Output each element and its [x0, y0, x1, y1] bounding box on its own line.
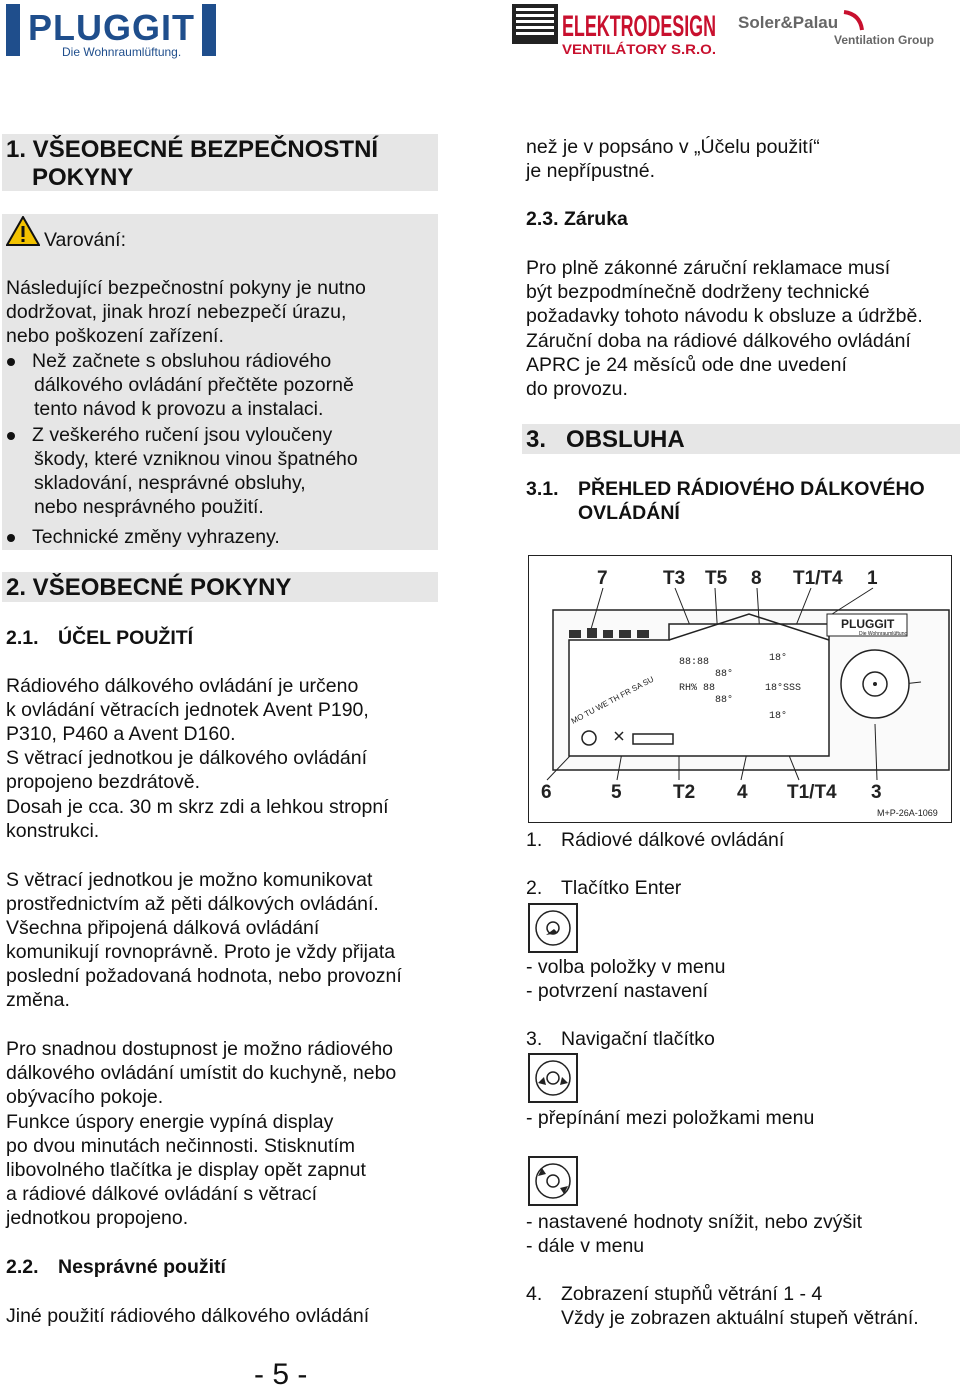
- paragraph-line: k ovládání větracích jednotek Avent P190,: [6, 699, 369, 721]
- figure-label: T5: [705, 568, 728, 589]
- paragraph-line: libovolného tlačítka je display opět zapnut: [6, 1159, 366, 1181]
- paragraph-line: Funkce úspory energie vypíná display: [6, 1111, 334, 1133]
- bullet-marker: [7, 358, 15, 366]
- remote-overview-figure: [528, 555, 952, 823]
- paragraph-line: Jiné použití rádiového dálkového ovládání: [6, 1305, 370, 1327]
- bullet2-line: Z veškerého ručení jsou vyloučeny: [32, 424, 333, 446]
- bullet-marker: [7, 432, 15, 440]
- display-value: 18°: [769, 653, 788, 664]
- display-value: 18°: [769, 711, 788, 722]
- paragraph-line: obývacího pokoje.: [6, 1086, 164, 1108]
- paragraph-line: Dosah je cca. 30 m skrz zdi a lehkou stropní: [6, 796, 389, 818]
- display-value: 18°SSS: [765, 683, 802, 694]
- display-value: 88:88: [679, 657, 710, 668]
- item-number: 2.: [526, 877, 543, 899]
- paragraph-line: být bezpodmínečně dodrženy technické: [526, 281, 870, 303]
- warning-label: Varování:: [44, 229, 127, 251]
- figure-brand-sub: Die Wohnraumlüftung: [859, 631, 908, 637]
- section31-number: 3.1.: [526, 478, 559, 500]
- paragraph-line: Rádiového dálkového ovládání je určeno: [6, 675, 359, 697]
- paragraph-line: jednotkou propojeno.: [6, 1207, 189, 1229]
- section22-title: Nesprávné použití: [58, 1256, 226, 1278]
- figure-label: 5: [611, 782, 622, 803]
- svg-text:Die Wohnraumlüftung.: Die Wohnraumlüftung.: [62, 45, 182, 59]
- paragraph-line: propojeno bezdrátově.: [6, 771, 201, 793]
- figure-brand: PLUGGIT: [841, 617, 895, 631]
- bullet1-line: Než začnete s obsluhou rádiového: [32, 350, 332, 372]
- paragraph-line: S větrací jednotkou je dálkového ovládání: [6, 747, 367, 769]
- enter-desc-line: - volba položky v menu: [526, 956, 726, 978]
- paragraph-line: změna.: [6, 989, 70, 1011]
- paragraph-line: po dvou minutách nečinnosti. Stisknutím: [6, 1135, 356, 1157]
- figure-label: 8: [751, 568, 762, 589]
- paragraph-line: prostřednictvím až pěti dálkových ovládání.: [6, 893, 379, 915]
- svg-text:Soler&Palau: Soler&Palau: [738, 13, 839, 32]
- arrows-desc-line: - nastavené hodnoty snížit, nebo zvýšit: [526, 1211, 863, 1233]
- figure-label: 1: [867, 568, 878, 589]
- section1-title: [6, 136, 378, 192]
- paragraph-line: než je v popsáno v „Účelu použití“: [526, 136, 820, 158]
- figure-label: T1/T4: [787, 782, 837, 803]
- display-value: 88°: [715, 695, 734, 706]
- section23-title: 2.3. Záruka: [526, 208, 628, 230]
- warning-line: dodržovat, jinak hrozí nebezpečí úrazu,: [6, 301, 347, 323]
- paragraph-line: poslední požadovaná hodnota, nebo provozní: [6, 965, 402, 987]
- paragraph-line: konstrukci.: [6, 820, 100, 842]
- arrows-button-icon: [528, 1156, 578, 1206]
- figure-label: 4: [737, 782, 748, 803]
- svg-text:PLUGGIT: PLUGGIT: [28, 7, 195, 48]
- svg-text:Ventilation Group: Ventilation Group: [834, 33, 935, 47]
- paragraph-line: do provozu.: [526, 378, 628, 400]
- paragraph-line: Pro snadnou dostupnost je možno rádiového: [6, 1038, 394, 1060]
- section3-title: 3. OBSLUHA: [526, 426, 685, 453]
- solerpalau-logo: [736, 8, 942, 52]
- item-number: 4.: [526, 1283, 543, 1305]
- figure-label: T2: [673, 782, 696, 803]
- paragraph-line: je nepřípustné.: [526, 160, 656, 182]
- item-number: 3.: [526, 1028, 543, 1050]
- paragraph-line: P310, P460 a Avent D160.: [6, 723, 236, 745]
- nav-desc: - přepínání mezi položkami menu: [526, 1107, 815, 1129]
- bullet1-line: tento návod k provozu a instalaci.: [34, 398, 324, 420]
- warning-line: nebo poškození zařízení.: [6, 325, 224, 347]
- bullet2-line: skladování, nesprávné obsluhy,: [34, 472, 306, 494]
- display-value: 88°: [715, 669, 734, 680]
- bullet2-line: škody, které vzniknou vinou špatného: [34, 448, 358, 470]
- section1-title-line2: POKYNY: [32, 164, 134, 191]
- item-number: 1.: [526, 829, 543, 851]
- figure-label: 6: [541, 782, 552, 803]
- svg-text:VENTILÁTORY S.R.O.: VENTILÁTORY S.R.O.: [562, 41, 716, 57]
- display-value: RH% 88: [679, 683, 716, 694]
- elektrodesign-logo: [512, 2, 720, 58]
- enter-button-icon: [528, 903, 578, 953]
- section21-number: 2.1.: [6, 627, 39, 649]
- paragraph-line: a rádiové dálkové ovládání s větrací: [6, 1183, 318, 1205]
- figure-label: 7: [597, 568, 608, 589]
- section21-title: ÚČEL POUŽITÍ: [58, 627, 194, 649]
- warning-line: Následující bezpečnostní pokyny je nutno: [6, 277, 366, 299]
- pluggit-logo: [6, 2, 216, 60]
- paragraph-line: dálkového ovládání umístit do kuchyně, nebo: [6, 1062, 397, 1084]
- section1-title-line1: 1. VŠEOBECNÉ BEZPEČNOSTNÍ: [6, 136, 379, 163]
- figure-code: M+P-26A-1069: [877, 808, 938, 818]
- enter-desc-line: - potvrzení nastavení: [526, 980, 709, 1002]
- bullet3-text: Technické změny vyhrazeny.: [32, 526, 280, 548]
- bullet-marker: [7, 534, 15, 542]
- navigation-button-icon: [528, 1053, 578, 1103]
- paragraph-line: Pro plně zákonné záruční reklamace musí: [526, 257, 891, 279]
- section22-number: 2.2.: [6, 1256, 39, 1278]
- figure-label: T3: [663, 568, 686, 589]
- paragraph-line: Záruční doba na rádiové dálkového ovládání: [526, 330, 911, 352]
- item4-subtext: Vždy je zobrazen aktuální stupeň větrání.: [561, 1307, 919, 1329]
- figure-label: T1/T4: [793, 568, 843, 589]
- days-text: MO TU WE TH FR SA SU: [569, 674, 656, 726]
- item-text: Rádiové dálkové ovládání: [561, 829, 785, 851]
- section31-title-line1: PŘEHLED RÁDIOVÉHO DÁLKOVÉHO: [578, 478, 925, 500]
- item-text: Tlačítko Enter: [561, 877, 682, 899]
- page-number: - 5 -: [254, 1358, 308, 1391]
- section31-title-line2: OVLÁDÁNÍ: [578, 502, 680, 524]
- paragraph-line: komunikují rovnoprávně. Proto je vždy přijata: [6, 941, 396, 963]
- warning-icon: [6, 216, 40, 246]
- bullet1-line: dálkového ovládání přečtěte pozorně: [34, 374, 354, 396]
- item-text: Navigační tlačítko: [561, 1028, 715, 1050]
- paragraph-line: Všechna připojená dálková ovládání: [6, 917, 320, 939]
- paragraph-line: APRC je 24 měsíců ode dne uvedení: [526, 354, 847, 376]
- arrows-desc-line: - dále v menu: [526, 1235, 645, 1257]
- section2-title: 2. VŠEOBECNÉ POKYNY: [6, 574, 292, 601]
- paragraph-line: S větrací jednotkou je možno komunikovat: [6, 869, 373, 891]
- svg-text:ELEKTRODESIGN: ELEKTRODESIGN: [562, 10, 716, 43]
- bullet2-line: nebo nesprávného použití.: [34, 496, 264, 518]
- figure-label: 3: [871, 782, 882, 803]
- item-text: Zobrazení stupňů větrání 1 - 4: [561, 1283, 823, 1305]
- paragraph-line: požadavky tohoto návodu k obsluze a údržbě.: [526, 305, 923, 327]
